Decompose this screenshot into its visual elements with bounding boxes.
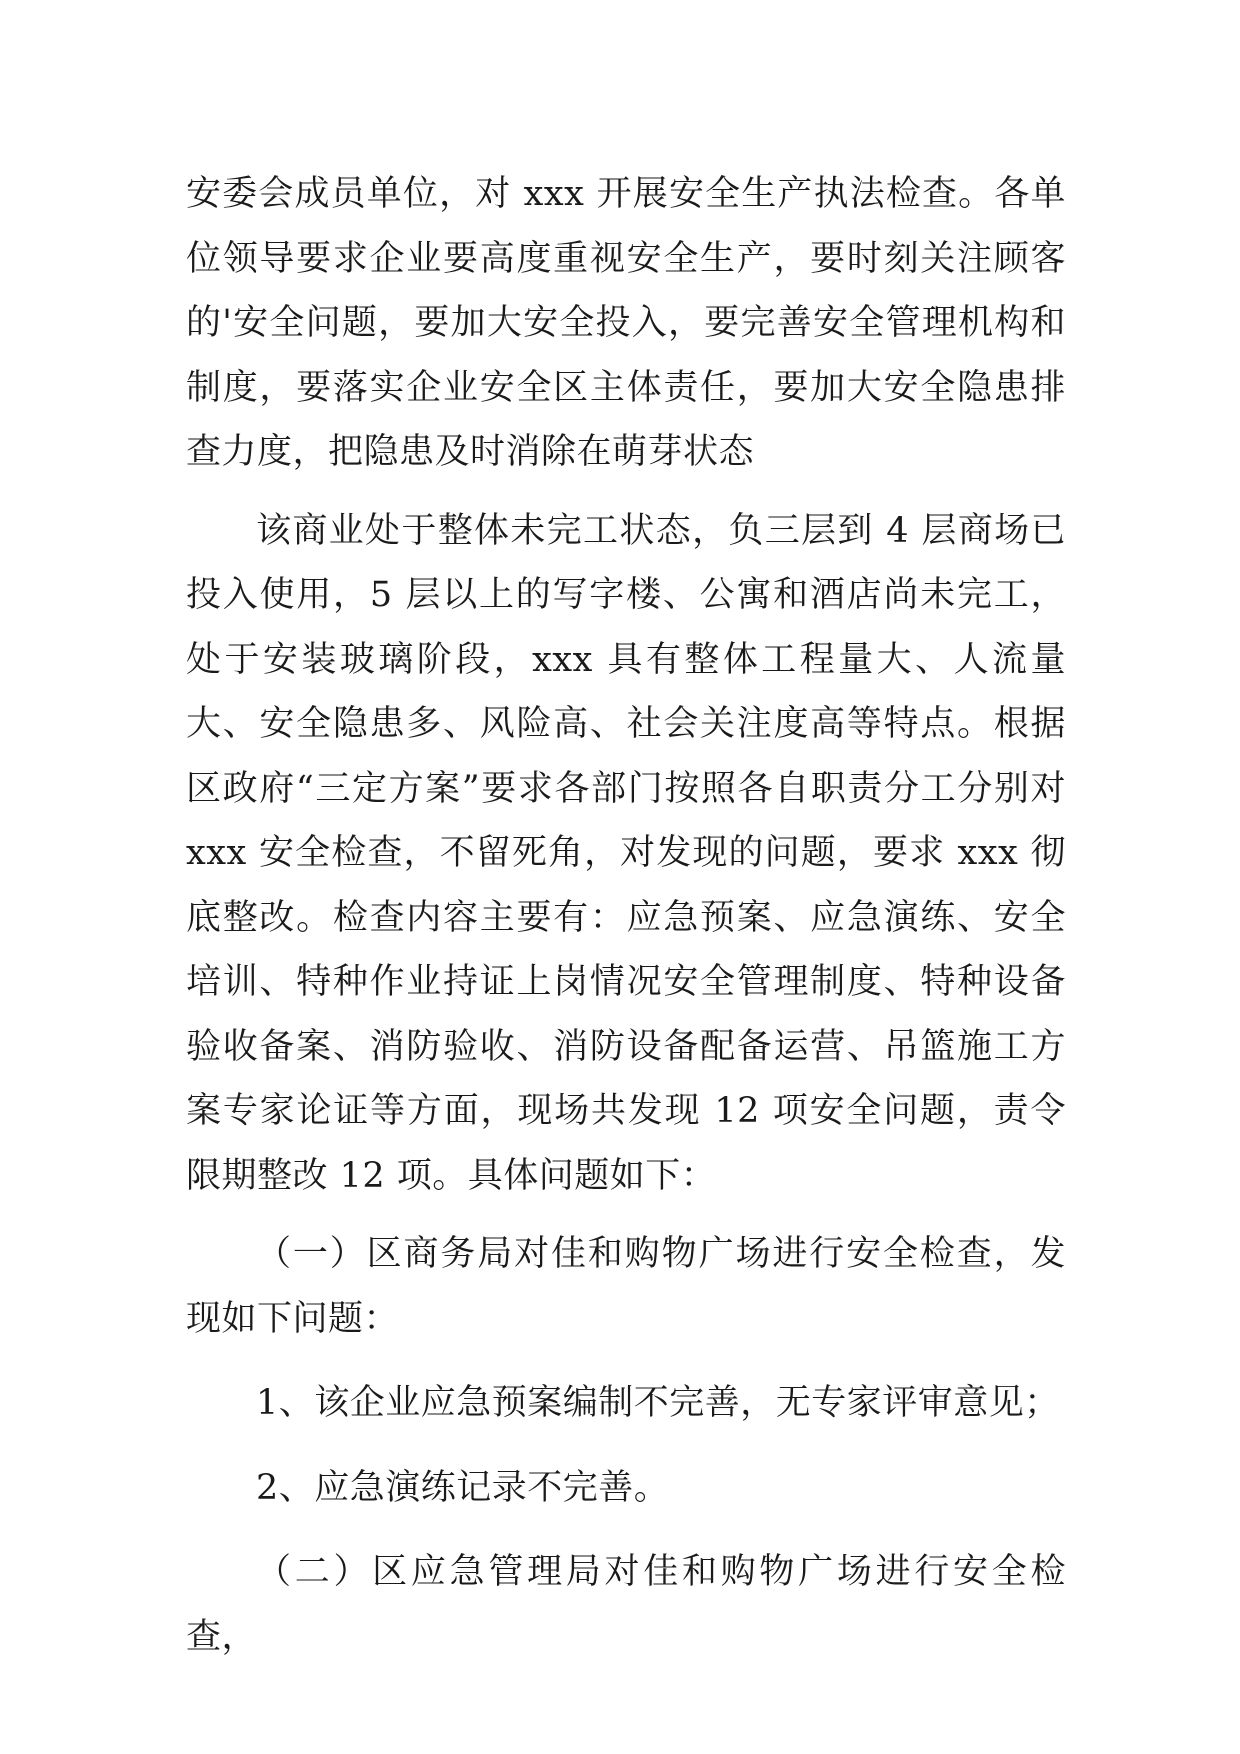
- paragraph-section-two-heading: （二）区应急管理局对佳和购物广场进行安全检查，: [186, 1552, 1066, 1657]
- paragraph-inspection-intro: 安委会成员单位，对 xxx 开展安全生产执法检查。各单位领导要求企业要高度重视安全生产，要时刻关注顾客的'安全问题，要加大安全投入，要完善安全管理机构和制度，要落实企业安全区主体责任，要加大安全隐患排查力度，把隐患及时消除在萌芽状态: [186, 174, 1066, 472]
- paragraph-issue-2: 2、应急演练记录不完善。: [256, 1467, 670, 1508]
- paragraph-section-one-heading: （一）区商务局对佳和购物广场进行安全检查，发现如下问题：: [186, 1234, 1066, 1339]
- paragraph-site-status: 该商业处于整体未完工状态，负三层到 4 层商场已投入使用，5 层以上的写字楼、公寓和酒店尚未完工，处于安装玻璃阶段，xxx 具有整体工程量大、人流量大、安全隐患多、风险高、社会关注度高等特点。根据区政府“三定方案”要求各部门按照各自职责分工分别对 xxx 安全检查，不留死角，对发现的问题，要求 xxx 彻底整改。检查内容主要有：应急预案、应急演练、安全培训、特种作业持证上岗情况安全管理制度、特种设备验收备案、消防验收、消防设备配备运营、吊篮施工方案专家论证等方面，现场共发现 12 项安全问题，责令限期整改 12 项。具体问题如下：: [186, 510, 1066, 1196]
- paragraph-issue-1: 1、该企业应急预案编制不完善，无专家评审意见；: [256, 1383, 1060, 1423]
- document-body: [186, 162, 1066, 1669]
